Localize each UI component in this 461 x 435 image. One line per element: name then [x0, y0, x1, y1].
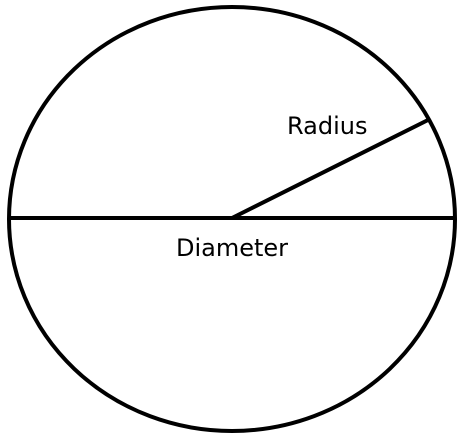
diameter-label: Diameter: [176, 234, 289, 262]
radius-label: Radius: [287, 112, 368, 140]
